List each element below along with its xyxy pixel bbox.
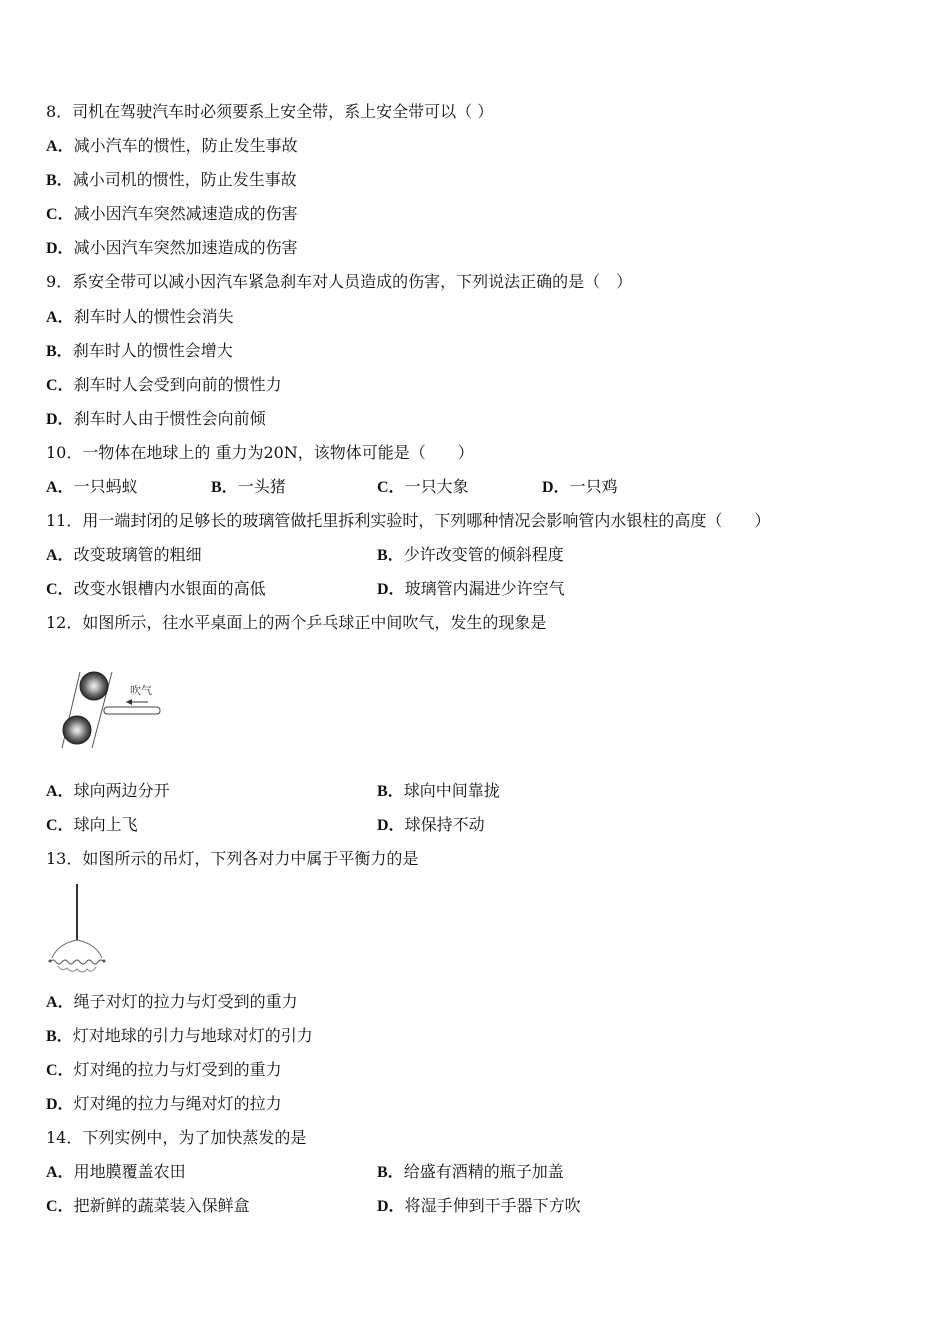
q9-option-d: D．刹车时人由于惯性会向前倾 bbox=[46, 409, 266, 428]
q14-option-b: B．给盛有酒精的瓶子加盖 bbox=[377, 1162, 564, 1181]
q10-option-a: A．一只蚂蚁 bbox=[46, 477, 138, 496]
q14-option-a: A．用地膜覆盖农田 bbox=[46, 1162, 186, 1181]
lamp-fringe bbox=[50, 960, 104, 964]
lamp-shade bbox=[52, 940, 102, 958]
q11-option-b: B．少许改变管的倾斜程度 bbox=[377, 545, 564, 564]
q11-option-a: A．改变玻璃管的粗细 bbox=[46, 545, 202, 564]
q14-option-d: D．将湿手伸到干手器下方吹 bbox=[377, 1196, 581, 1215]
q9-option-c: C．刹车时人会受到向前的惯性力 bbox=[46, 375, 282, 394]
q9-stem: 9．系安全带可以减小因汽车紧急刹车对人员造成的伤害，下列说法正确的是（ ） bbox=[46, 272, 633, 291]
q8-stem: 8．司机在驾驶汽车时必须要系上安全带，系上安全带可以（ ） bbox=[46, 102, 494, 121]
q13-option-d: D．灯对绳的拉力与绳对灯的拉力 bbox=[46, 1094, 282, 1113]
q8-option-b: B．减小司机的惯性，防止发生事故 bbox=[46, 170, 297, 189]
ping-pong-ball-top bbox=[80, 672, 108, 700]
q13-option-b: B．灯对地球的引力与地球对灯的引力 bbox=[46, 1026, 313, 1045]
ping-pong-ball-bottom bbox=[63, 716, 91, 744]
q8-option-c: C．减小因汽车突然减速造成的伤害 bbox=[46, 204, 298, 223]
q14-option-c: C．把新鲜的蔬菜装入保鲜盒 bbox=[46, 1196, 250, 1215]
q11-option-c: C．改变水银槽内水银面的高低 bbox=[46, 579, 266, 598]
blow-label: 吹气 bbox=[130, 684, 152, 697]
q10-option-d: D．一只鸡 bbox=[542, 477, 618, 496]
q13-option-c: C．灯对绳的拉力与灯受到的重力 bbox=[46, 1060, 282, 1079]
straw-icon bbox=[104, 707, 160, 714]
q13-stem: 13．如图所示的吊灯，下列各对力中属于平衡力的是 bbox=[46, 849, 419, 868]
q9-option-a: A．刹车时人的惯性会消失 bbox=[46, 307, 234, 326]
q12-option-b: B．球向中间靠拢 bbox=[377, 781, 500, 800]
q11-stem: 11．用一端封闭的足够长的玻璃管做托里拆利实验时，下列哪种情况会影响管内水银柱的高度（ ） bbox=[46, 511, 771, 530]
q12-option-a: A．球向两边分开 bbox=[46, 781, 170, 800]
q12-option-c: C．球向上飞 bbox=[46, 815, 138, 834]
q8-option-a: A．减小汽车的惯性，防止发生事故 bbox=[46, 136, 298, 155]
q10-option-c: C．一只大象 bbox=[377, 477, 469, 496]
q10-option-b: B．一头猪 bbox=[211, 477, 286, 496]
hanging-lamp-figure bbox=[44, 882, 114, 982]
q8-option-d: D．减小因汽车突然加速造成的伤害 bbox=[46, 238, 298, 257]
q11-option-d: D．玻璃管内漏进少许空气 bbox=[377, 579, 565, 598]
q13-option-a: A．绳子对灯的拉力与灯受到的重力 bbox=[46, 992, 298, 1011]
q14-stem: 14．下列实例中，为了加快蒸发的是 bbox=[46, 1128, 307, 1147]
q12-option-d: D．球保持不动 bbox=[377, 815, 485, 834]
q10-stem: 10．一物体在地球上的 重力为20N，该物体可能是（ ） bbox=[46, 443, 474, 462]
q9-option-b: B．刹车时人的惯性会增大 bbox=[46, 341, 233, 360]
ping-pong-balls-figure bbox=[50, 664, 165, 750]
q12-stem: 12．如图所示，往水平桌面上的两个乒乓球正中间吹气，发生的现象是 bbox=[46, 613, 547, 632]
